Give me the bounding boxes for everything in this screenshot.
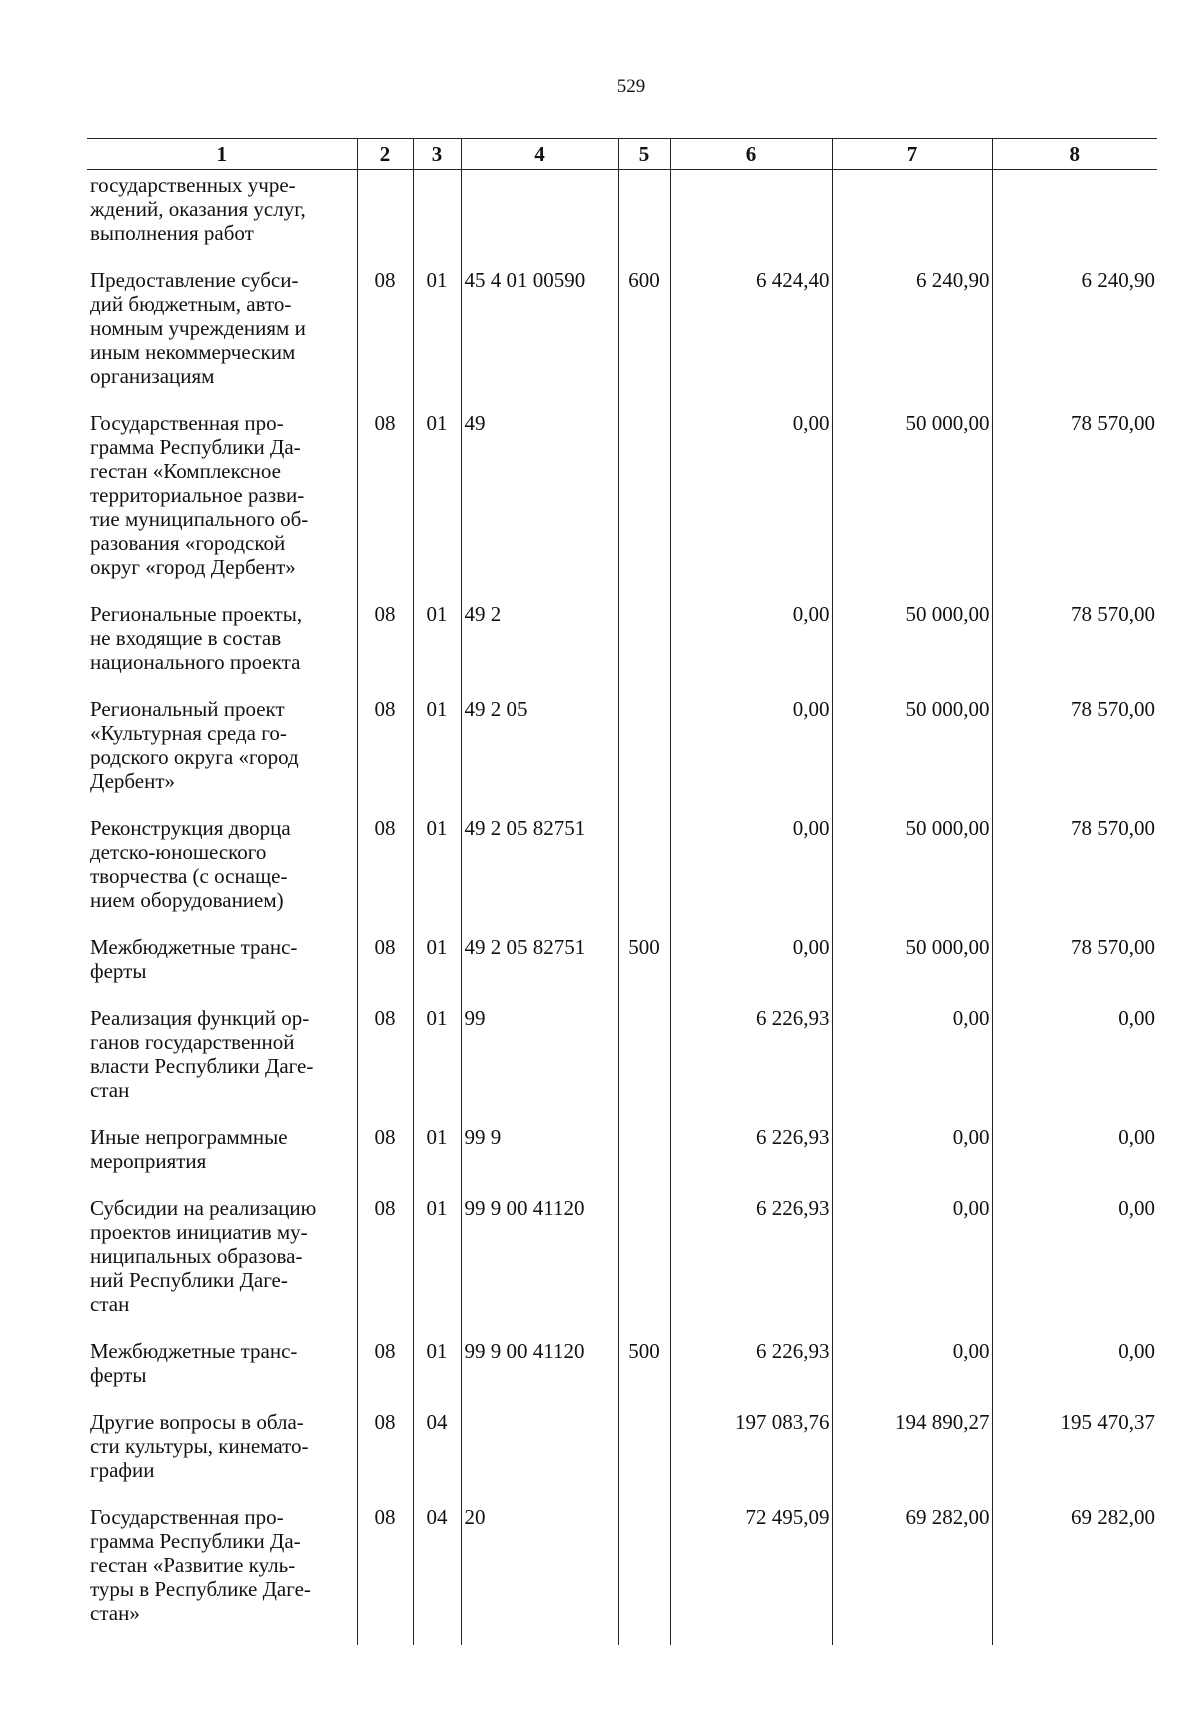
amount-col-8: 78 570,00 bbox=[992, 694, 1157, 813]
table-header-row bbox=[87, 139, 1157, 170]
amount-col-7: 6 240,90 bbox=[832, 265, 992, 408]
section-code: 08 bbox=[357, 1193, 413, 1336]
row-description: Иные непрограммные мероприятия bbox=[90, 1125, 288, 1173]
amount-col-6: 72 495,09 bbox=[670, 1502, 832, 1645]
section-code: 08 bbox=[357, 408, 413, 599]
amount-col-7: 50 000,00 bbox=[832, 408, 992, 599]
table-row bbox=[87, 694, 1157, 813]
table-row bbox=[87, 1502, 1157, 1645]
amount-col-6: 0,00 bbox=[670, 408, 832, 599]
amount-col-7: 69 282,00 bbox=[832, 1502, 992, 1645]
expense-type-code bbox=[618, 1003, 670, 1122]
subsection-code: 01 bbox=[413, 1003, 461, 1122]
amount-col-7: 0,00 bbox=[832, 1193, 992, 1336]
amount-col-8: 0,00 bbox=[992, 1003, 1157, 1122]
amount-col-6: 6 226,93 bbox=[670, 1122, 832, 1193]
subsection-code: 01 bbox=[413, 599, 461, 694]
amount-col-7: 50 000,00 bbox=[832, 694, 992, 813]
subsection-code: 01 bbox=[413, 694, 461, 813]
subsection-code: 01 bbox=[413, 265, 461, 408]
amount-col-8: 78 570,00 bbox=[992, 599, 1157, 694]
section-code: 08 bbox=[357, 265, 413, 408]
amount-col-8: 78 570,00 bbox=[992, 408, 1157, 599]
row-description: Межбюджетные транс- ферты bbox=[90, 935, 298, 983]
expense-type-code: 500 bbox=[618, 1336, 670, 1407]
section-code: 08 bbox=[357, 1502, 413, 1645]
section-code: 08 bbox=[357, 1407, 413, 1502]
subsection-code: 01 bbox=[413, 1193, 461, 1336]
table-row bbox=[87, 1336, 1157, 1407]
expense-type-code bbox=[618, 1502, 670, 1645]
header-col-2: 2 bbox=[357, 139, 413, 170]
target-article-code: 45 4 01 00590 bbox=[461, 265, 618, 408]
target-article-code: 99 9 bbox=[461, 1122, 618, 1193]
table-body bbox=[87, 170, 1157, 1646]
amount-col-8: 78 570,00 bbox=[992, 932, 1157, 1003]
row-description: Государственная про- грамма Республики Да- гестан «Развитие куль- туры в Республике Даге- стан» bbox=[90, 1505, 311, 1625]
page-number: 529 bbox=[616, 76, 646, 97]
table-row bbox=[87, 408, 1157, 599]
amount-col-7: 50 000,00 bbox=[832, 813, 992, 932]
target-article-code: 49 2 05 bbox=[461, 694, 618, 813]
subsection-code: 01 bbox=[413, 1122, 461, 1193]
target-article-code: 49 2 05 82751 bbox=[461, 932, 618, 1003]
amount-col-8: 69 282,00 bbox=[992, 1502, 1157, 1645]
amount-col-6: 0,00 bbox=[670, 813, 832, 932]
amount-col-7: 50 000,00 bbox=[832, 932, 992, 1003]
section-code: 08 bbox=[357, 932, 413, 1003]
target-article-code: 49 2 bbox=[461, 599, 618, 694]
amount-col-6: 6 424,40 bbox=[670, 265, 832, 408]
expense-type-code bbox=[618, 599, 670, 694]
target-article-code: 49 bbox=[461, 408, 618, 599]
table-row bbox=[87, 813, 1157, 932]
amount-col-7: 194 890,27 bbox=[832, 1407, 992, 1502]
amount-col-8: 0,00 bbox=[992, 1193, 1157, 1336]
section-code: 08 bbox=[357, 599, 413, 694]
section-code: 08 bbox=[357, 1122, 413, 1193]
section-code: 08 bbox=[357, 813, 413, 932]
amount-col-8: 0,00 bbox=[992, 1122, 1157, 1193]
row-description: Региональные проекты, не входящие в состав национального проекта bbox=[90, 602, 303, 674]
amount-col-8: 78 570,00 bbox=[992, 813, 1157, 932]
target-article-code: 99 9 00 41120 bbox=[461, 1193, 618, 1336]
amount-col-6: 0,00 bbox=[670, 932, 832, 1003]
header-col-1: 1 bbox=[87, 139, 357, 170]
amount-col-6: 0,00 bbox=[670, 694, 832, 813]
subsection-code: 04 bbox=[413, 1502, 461, 1645]
section-code: 08 bbox=[357, 1003, 413, 1122]
header-col-5: 5 bbox=[618, 139, 670, 170]
target-article-code: 99 9 00 41120 bbox=[461, 1336, 618, 1407]
subsection-code: 01 bbox=[413, 408, 461, 599]
amount-col-7: 50 000,00 bbox=[832, 599, 992, 694]
row-description: Предоставление субси- дий бюджетным, авто- номным учреждениям и иным некоммерческим организациям bbox=[90, 268, 306, 388]
amount-col-7 bbox=[832, 170, 992, 266]
expense-type-code bbox=[618, 1407, 670, 1502]
subsection-code bbox=[413, 170, 461, 266]
subsection-code: 01 bbox=[413, 1336, 461, 1407]
header-col-7: 7 bbox=[832, 139, 992, 170]
expense-type-code: 600 bbox=[618, 265, 670, 408]
amount-col-6: 197 083,76 bbox=[670, 1407, 832, 1502]
target-article-code bbox=[461, 1407, 618, 1502]
header-col-8: 8 bbox=[992, 139, 1157, 170]
row-description: Реконструкция дворца детско-юношеского творчества (с оснаще- нием оборудованием) bbox=[90, 816, 291, 912]
subsection-code: 04 bbox=[413, 1407, 461, 1502]
amount-col-7: 0,00 bbox=[832, 1336, 992, 1407]
row-description: Государственная про- грамма Республики Да- гестан «Комплексное территориальное разви- тие муниципального об- разования «городской округ «город Дербент» bbox=[90, 411, 309, 579]
row-description: Межбюджетные транс- ферты bbox=[90, 1339, 298, 1387]
amount-col-6: 6 226,93 bbox=[670, 1193, 832, 1336]
header-col-4: 4 bbox=[461, 139, 618, 170]
row-description: Реализация функций ор- ганов государственной власти Республики Даге- стан bbox=[90, 1006, 314, 1102]
target-article-code: 49 2 05 82751 bbox=[461, 813, 618, 932]
subsection-code: 01 bbox=[413, 932, 461, 1003]
section-code: 08 bbox=[357, 694, 413, 813]
table-row bbox=[87, 1193, 1157, 1336]
table-row bbox=[87, 1407, 1157, 1502]
amount-col-8: 195 470,37 bbox=[992, 1407, 1157, 1502]
row-description: Региональный проект «Культурная среда го- родского округа «город Дербент» bbox=[90, 697, 299, 793]
table-row bbox=[87, 265, 1157, 408]
expense-type-code bbox=[618, 1193, 670, 1336]
expense-type-code: 500 bbox=[618, 932, 670, 1003]
amount-col-7: 0,00 bbox=[832, 1122, 992, 1193]
budget-table bbox=[87, 138, 1157, 1645]
expense-type-code bbox=[618, 813, 670, 932]
expense-type-code bbox=[618, 694, 670, 813]
target-article-code bbox=[461, 170, 618, 266]
header-col-6: 6 bbox=[670, 139, 832, 170]
amount-col-6 bbox=[670, 170, 832, 266]
row-description: государственных учре- ждений, оказания услуг, выполнения работ bbox=[90, 173, 306, 245]
row-description: Субсидии на реализацию проектов инициатив му- ниципальных образова- ний Республики Даге- стан bbox=[90, 1196, 317, 1316]
table-row bbox=[87, 599, 1157, 694]
amount-col-8: 6 240,90 bbox=[992, 265, 1157, 408]
amount-col-6: 0,00 bbox=[670, 599, 832, 694]
target-article-code: 20 bbox=[461, 1502, 618, 1645]
expense-type-code bbox=[618, 408, 670, 599]
target-article-code: 99 bbox=[461, 1003, 618, 1122]
amount-col-8 bbox=[992, 170, 1157, 266]
amount-col-6: 6 226,93 bbox=[670, 1003, 832, 1122]
amount-col-8: 0,00 bbox=[992, 1336, 1157, 1407]
header-col-3: 3 bbox=[413, 139, 461, 170]
row-description: Другие вопросы в обла- сти культуры, кинемато- графии bbox=[90, 1410, 309, 1482]
amount-col-7: 0,00 bbox=[832, 1003, 992, 1122]
expense-type-code bbox=[618, 170, 670, 266]
table-row bbox=[87, 1003, 1157, 1122]
section-code bbox=[357, 170, 413, 266]
expense-type-code bbox=[618, 1122, 670, 1193]
table-row bbox=[87, 932, 1157, 1003]
subsection-code: 01 bbox=[413, 813, 461, 932]
section-code: 08 bbox=[357, 1336, 413, 1407]
table-row bbox=[87, 170, 1157, 266]
table-row bbox=[87, 1122, 1157, 1193]
amount-col-6: 6 226,93 bbox=[670, 1336, 832, 1407]
